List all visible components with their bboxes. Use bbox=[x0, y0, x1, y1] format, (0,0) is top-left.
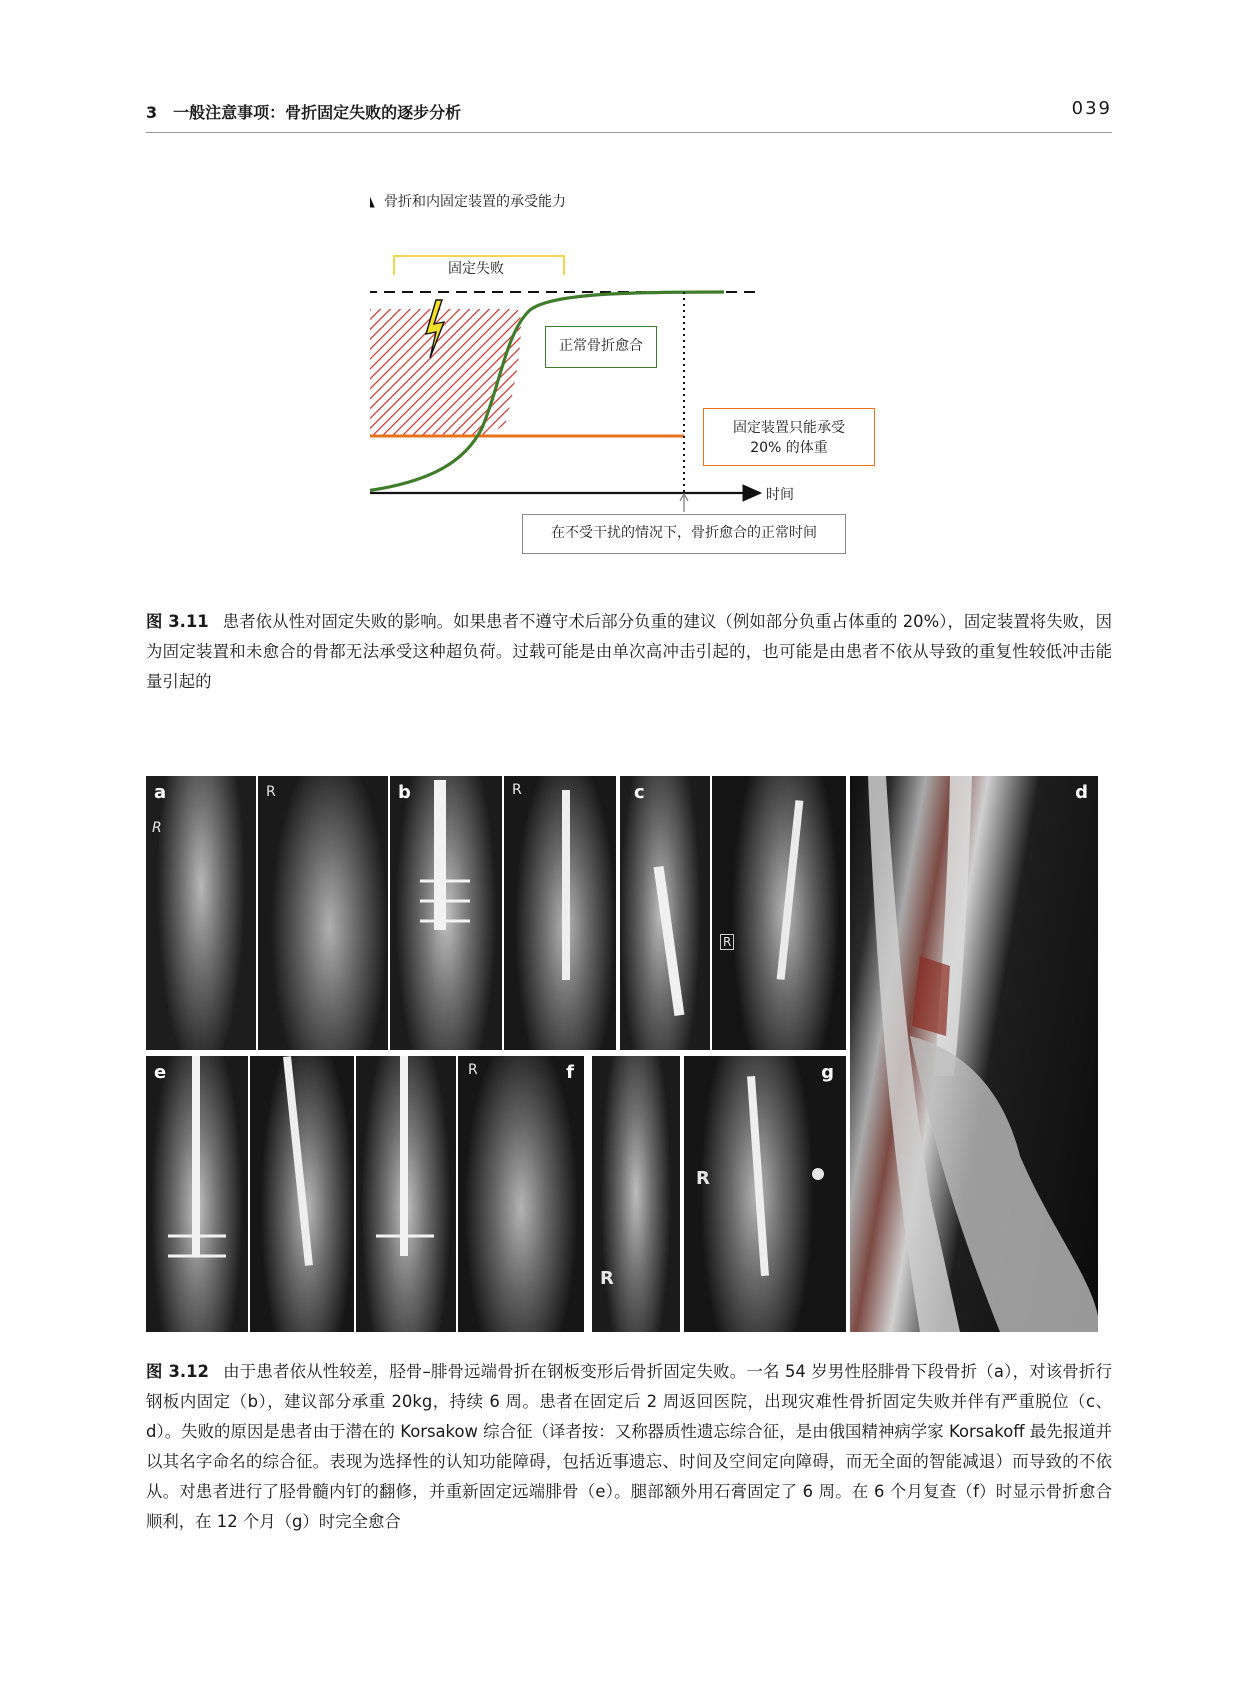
nail-hardware-g bbox=[684, 1056, 846, 1332]
healing-label: 正常骨折愈合 bbox=[559, 338, 643, 354]
xray-panel-f-ap bbox=[356, 1056, 456, 1332]
figure-3-12-caption bbox=[146, 1357, 1112, 1537]
xray-panel-g-ap bbox=[592, 1056, 680, 1332]
xray-panel-e-lateral bbox=[250, 1056, 354, 1332]
panel-letter-e: e bbox=[154, 1062, 167, 1083]
plate-hardware-c-lateral bbox=[712, 776, 846, 1050]
side-marker: R bbox=[720, 934, 734, 950]
fixation-capacity-box bbox=[703, 408, 875, 466]
nail-hardware-e bbox=[146, 1056, 248, 1332]
healing-label-box bbox=[545, 326, 657, 368]
side-marker: R bbox=[152, 820, 162, 836]
xray-panel-c-lateral bbox=[712, 776, 846, 1050]
side-marker: R bbox=[696, 1168, 710, 1189]
chapter-title: 3 一般注意事项：骨折固定失败的逐步分析 bbox=[146, 103, 462, 122]
plate-hardware-c bbox=[620, 776, 710, 1050]
side-marker: R bbox=[512, 782, 522, 798]
fixation-label-line1: 固定装置只能承受 bbox=[733, 420, 845, 436]
panel-letter-f: f bbox=[566, 1062, 574, 1083]
xray-panel-e-ap bbox=[146, 1056, 248, 1332]
figure-3-11-text: 患者依从性对固定失败的影响。如果患者不遵守术后部分负重的建议（例如部分负重占体重的 20%），固定装置将失败，因为固定装置和未愈合的骨都无法承受这种超负荷。过载可能是由单次高冲击引起的，也可能是由患者不依从导致的重复性较低冲击能量引起的 bbox=[146, 612, 1112, 691]
fixation-label-line2: 20% 的体重 bbox=[750, 440, 828, 456]
ct-bone-shapes bbox=[850, 776, 1098, 1332]
panel-letter-c: c bbox=[634, 782, 645, 803]
figure-3-12-label: 图 3.12 bbox=[146, 1362, 209, 1381]
failure-label: 固定失败 bbox=[448, 261, 504, 277]
xray-panel-a-lateral bbox=[258, 776, 388, 1050]
panel-letter-g: g bbox=[821, 1062, 834, 1083]
xray-panel-f-lateral bbox=[458, 1056, 584, 1332]
nail-hardware-e-lateral bbox=[250, 1056, 354, 1332]
side-marker: R bbox=[266, 784, 276, 800]
figure-3-11-diagram bbox=[370, 190, 930, 600]
failure-region bbox=[370, 309, 521, 436]
figure-3-12-text: 由于患者依从性较差，胫骨–腓骨远端骨折在钢板变形后骨折固定失败。一名 54 岁男性胫腓骨下段骨折（a），对该骨折行钢板内固定（b），建议部分承重 20kg，持续 6 周。患者在固定后 2 周返回医院，出现灾难性骨折固定失败并伴有严重脱位（c、d）。失败的原因是患者由于潜在的 Korsakow 综合征（译者按：又称器质性遗忘综合征，是由俄国精神病学家 Korsakoff 最先报道并以其名字命名的综合征。表现为选择性的认知功能障碍，包括近事遗忘、时间及空间定向障碍，而无全面的智能减退）而导致的不依从。对患者进行了胫骨髓内钉的翻修，并重新固定远端腓骨（e）。腿部额外用石膏固定了 6 周。在 6 个月复查（f）时显示骨折愈合顺利，在 12 个月（g）时完全愈合 bbox=[146, 1362, 1112, 1531]
figure-3-11-label: 图 3.11 bbox=[146, 612, 209, 631]
page-number: 039 bbox=[1071, 98, 1112, 119]
panel-letter-d: d bbox=[1075, 782, 1088, 803]
plate-hardware-b bbox=[390, 776, 502, 1050]
normal-time-box bbox=[522, 514, 846, 554]
xray-panel-a-ap bbox=[146, 776, 256, 1050]
ct-3d-panel-d bbox=[850, 776, 1098, 1332]
xray-panel-g-lateral bbox=[684, 1056, 846, 1332]
panel-letter-a: a bbox=[154, 782, 167, 803]
xray-panel-b-lateral bbox=[504, 776, 616, 1050]
nail-hardware-f bbox=[356, 1056, 456, 1332]
xray-panel-c-ap bbox=[620, 776, 710, 1050]
side-marker: R bbox=[600, 1268, 614, 1289]
plate-hardware-b-lateral bbox=[504, 776, 616, 1050]
xray-panel-b-ap bbox=[390, 776, 502, 1050]
side-marker: R bbox=[468, 1062, 478, 1078]
x-axis-label: 时间 bbox=[766, 487, 794, 503]
panel-letter-b: b bbox=[398, 782, 411, 803]
running-header bbox=[146, 98, 1112, 133]
y-axis-label: 骨折和内固定装置的承受能力 bbox=[384, 194, 566, 210]
figure-3-11-caption bbox=[146, 607, 1112, 697]
normal-time-label: 在不受干扰的情况下，骨折愈合的正常时间 bbox=[551, 525, 817, 541]
